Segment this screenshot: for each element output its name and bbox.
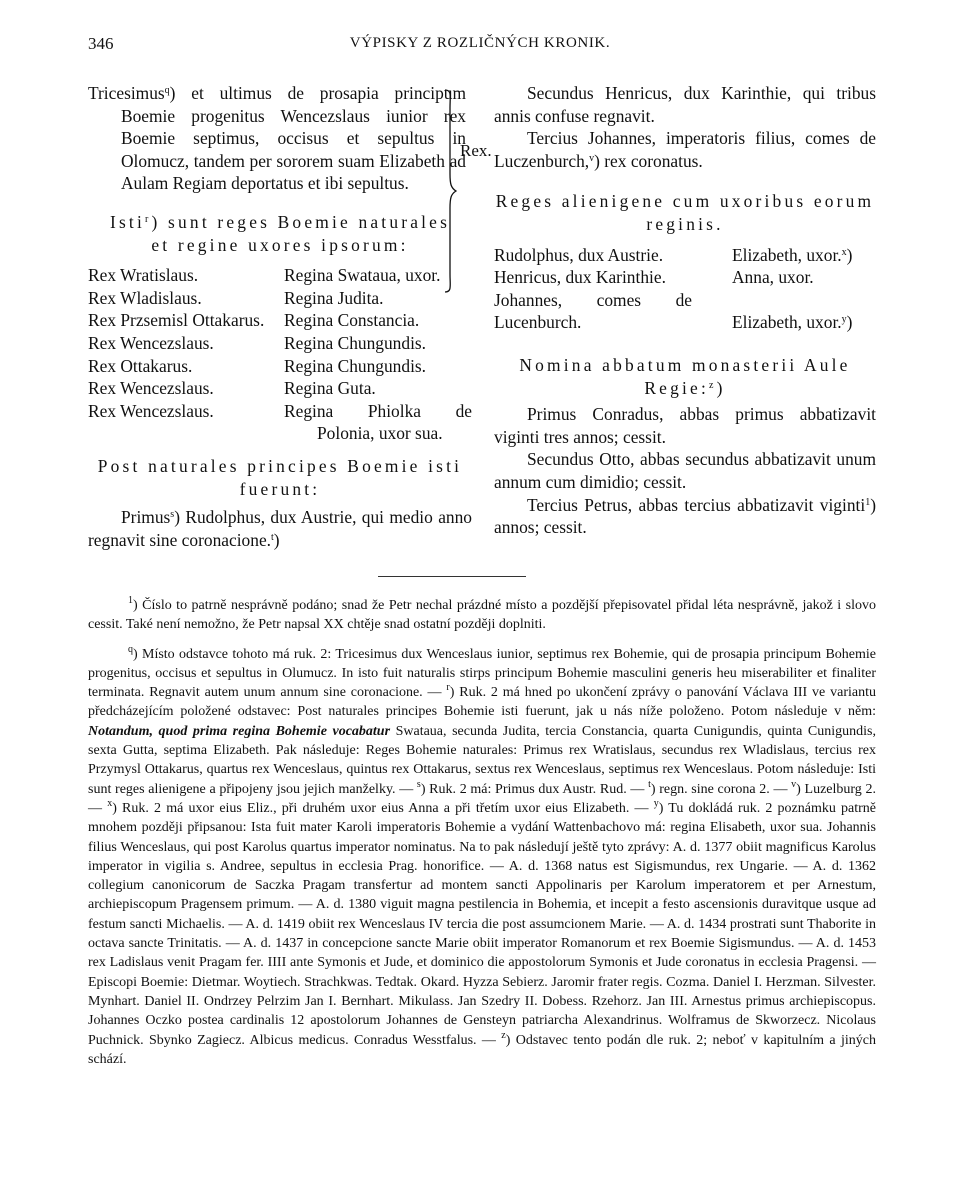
heading-abbatum: Nomina abbatum monasterii Aule — [519, 354, 851, 375]
kings-list — [88, 264, 472, 445]
heading-abbatum-line2: Regie:$^z$) — [644, 377, 726, 398]
page-number: 346 — [88, 34, 114, 53]
queen-name: Regina Judita. — [284, 287, 384, 308]
foreign-king: Rudolphus, dux Austrie. — [494, 244, 664, 265]
abbot-entry: Primus Conradus, abbas primus abbatizavit viginti tres annos; cessit. — [494, 404, 876, 447]
note-marker: y — [841, 314, 847, 326]
king-name: Rex Wladislaus. — [88, 287, 202, 308]
left-column — [88, 82, 492, 551]
queen-name: Regina Chungundis. — [284, 355, 427, 376]
page-header — [0, 34, 960, 58]
heading-alienigene: Reges alienigene cum uxoribus eorum — [495, 191, 875, 212]
heading-naturales-line2: et regine uxores ipsorum: — [151, 234, 409, 255]
foreign-king: Johannes, comes de Lucenburch. — [494, 289, 692, 333]
heading-post-naturales: Post naturales principes Boemie isti — [97, 455, 463, 476]
foreign-queen: Elizabeth, uxor.$^y$) — [732, 312, 853, 333]
heading-naturales: Isti$^r$) sunt reges Boemie naturales — [109, 211, 451, 232]
curly-brace — [443, 88, 457, 294]
footnotes — [88, 596, 876, 1069]
king-name: Rex Wencezslaus. — [88, 332, 214, 353]
tercius-paragraph: Tercius Johannes, imperatoris filius, comes de Luczenburch,$^v$) rex coronatus. — [494, 128, 876, 171]
note-marker: v — [589, 152, 595, 164]
italic-quote: Notandum, quod prima regina Bohemie vocabatur — [88, 723, 391, 739]
footnote-q: $^q$) Místo odstavce tohoto má ruk. 2: Tricesimus dux Wenceslaus iunior, septimus rex Bohemie, qui de prosapia principum Bohemie progenitus, occisus et sepultus in Olumucz. In isto fuit naturalis stirps principum Bohemie masculini generis heu miserabiliter et finaliter terminata. Regnavit autem unum annum sine coronacione. — $^r$) Ruk. 2 má hned po ukončení zprávy o panování Václava III ve variantu předcházejícím položené odstavec: Post naturales principes Bohemie isti fuerunt, jak u nás níže položeno. Potom následuje v něm: Notandum, quod prima regina Bohemie vocabatur Swataua, secunda Judita, tercia Constancia, quarta Cunigundis, quinta Cunigundis, sexta Gutta, septima Elizabeth. Pak následuje: Reges Bohemie naturales: Primus rex Wratislaus, secundus rex Wladislaus, tercius rex Przymysl Ottakarus, quartus rex Wenceslaus, quintus rex Ottakarus, sextus rex Wenceslaus, septimus rex Wenceslaus. Potom následuje: Isti sunt reges alienigene a připojeny jsou jejich manželky. — $^s$) Ruk. 2 má: Primus dux Austr. Rud. — $^t$) regn. sine corona 2. — $^v$) Luzelburg 2. — $^x$) Ruk. 2 má uxor eius Eliz., při druhém uxor eius Anna a při třetím uxor eius Elizabeth. — $^y$) Tu dokládá ruk. 2 poznámku patrně mnohem později připsanou: Ista fuit mater Karoli imperatoris Bohemie a vydání Wattenbachovo má: regina Elisabeth, uxor sua. Johannis filius Wenceslaus, qui post Karolus quartus imperator nominatus. Na to pak následují ještě tyto zprávy: A. d. 1377 obiit magnificus Karolus imperator in vigilia s. Andree, sepultus in ecclesia Prag. honorifice. — A. d. 1368 natus est Sigismundus, rex Ungarie. — A. d. 1362 collegium canonicorum de Saczka Pragam transfertur ad montem sancti Appolinaris per Karolum imperatorem et per Arnestum, archiepiscopum Pragensem primum. — A. d. 1380 viguit magna pestilencia in Bohemia, et incepit a festo ascensionis duravitque usque ad festum sancti Michaelis. — A. d. 1419 obiit rex Wenceslaus IV tercia die post assumcionem Marie. — A. d. 1434 prostrati sunt Thaborite in octava sancte Trinitatis. — A. d. 1437 in concepcione sancte Marie obiit imperator Romanorum et rex Boemie Sigismundus. — A. d. 1453 rex Ladislaus venit Pragam fer. IIII ante Symonis et Jude, et dominico die appostolorum Symonis et Jude coronatus in ecclesia Pragensi. — Episcopi Boemie: Dietmar. Woytiech. Strachkwas. Tedtak. Okard. Hyzza Sebierz. Jaromir frater regis. Cozma. Daniel I. Herzman. Silvester. Mynhart. Daniel II. Ondrzey Pelrzim Jan I. Bernhart. Mikulass. Jan Szedry II. Dobess. Rzehorz. Jan III. Arnestus primus archiepiscopus. Johannes Oczko postea cardinalis 12 apostolorum Johannes de Gensteyn patriarcha Alexandrinus. Wolframus de Skworzecz. Nicolaus Puchnick. Sbynko Zagiecz. Albicus medicus. Conradus Wesstfalus. — $^z$) Odstavec tento podán dle ruk. 2; neboť v kapitulním a jiných schází. — [88, 643, 877, 1067]
abbots-list — [494, 403, 876, 539]
king-name: Rex Wratislaus. — [88, 265, 199, 286]
footnote-rule — [378, 576, 526, 577]
tricesimus-entry — [88, 82, 492, 195]
note-marker: t — [271, 531, 274, 543]
king-name: Rex Ottakarus. — [88, 355, 193, 376]
primus-paragraph: Primus$^s$) Rudolphus, dux Austrie, qui medio anno regnavit sine coronacione.$^t$) — [88, 507, 472, 550]
foreign-king: Henricus, dux Karinthie. — [494, 267, 666, 288]
queen-name: Regina Swataua, uxor. — [284, 265, 441, 286]
queen-name: Regina Guta. — [284, 378, 376, 399]
right-column — [494, 82, 876, 539]
foreign-kings-list — [494, 244, 876, 334]
tricesimus-paragraph: Tricesimus$^q$) et ultimus de prosapia principum Boemie progenitus Wencezslaus iunior rex Boemie septimus, occisus et sepultus in Olomucz, tandem per sororem suam Elizabeth ad Aulam Regiam deportatus et ibi sepultus. — [88, 83, 466, 194]
queen-name: Regina Constancia. — [284, 310, 420, 331]
foreign-queen: Elizabeth, uxor.$^x$) — [732, 244, 853, 265]
note-marker: q — [164, 85, 170, 96]
side-label-rex: Rex. — [460, 141, 492, 160]
king-name: Rex Wencezslaus. — [88, 378, 214, 399]
note-marker: s — [170, 509, 175, 521]
running-head: VÝPISKY Z ROZLIČNÝCH KRONIK. — [349, 35, 611, 51]
footnote-1: $^1$) Číslo to patrně nesprávně podáno; snad že Petr nechal prázdné místo a pozdější přepisovatel přidal léta nesprávně, jakož i slovo cessit. Také není nemožno, že Petr napsal XX chtěje snad ostatní později doplniti. — [88, 595, 876, 633]
note-marker: r — [144, 213, 152, 225]
secundus-paragraph: Secundus Henricus, dux Karinthie, qui tribus annis confuse regnavit. — [494, 83, 876, 126]
king-name: Rex Wencezslaus. — [88, 400, 214, 421]
queen-name: Regina Phiolka de Polonia, uxor sua. — [284, 400, 472, 444]
note-marker: z — [708, 379, 717, 391]
heading-post-naturales-line2: fuerunt: — [239, 478, 321, 499]
heading-alienigene-line2: reginis. — [646, 213, 724, 234]
king-name: Rex Przsemisl Ottakarus. — [88, 310, 265, 331]
foreign-queen: Anna, uxor. — [732, 267, 814, 288]
note-marker: x — [841, 246, 847, 258]
note-marker: 1 — [865, 496, 871, 508]
abbot-entry: Tercius Petrus, abbas tercius abbatizavit viginti$^1$) annos; cessit. — [494, 494, 876, 538]
queen-name: Regina Chungundis. — [284, 332, 427, 353]
abbot-entry: Secundus Otto, abbas secundus abbatizavit unum annum cum dimidio; cessit. — [494, 449, 876, 492]
